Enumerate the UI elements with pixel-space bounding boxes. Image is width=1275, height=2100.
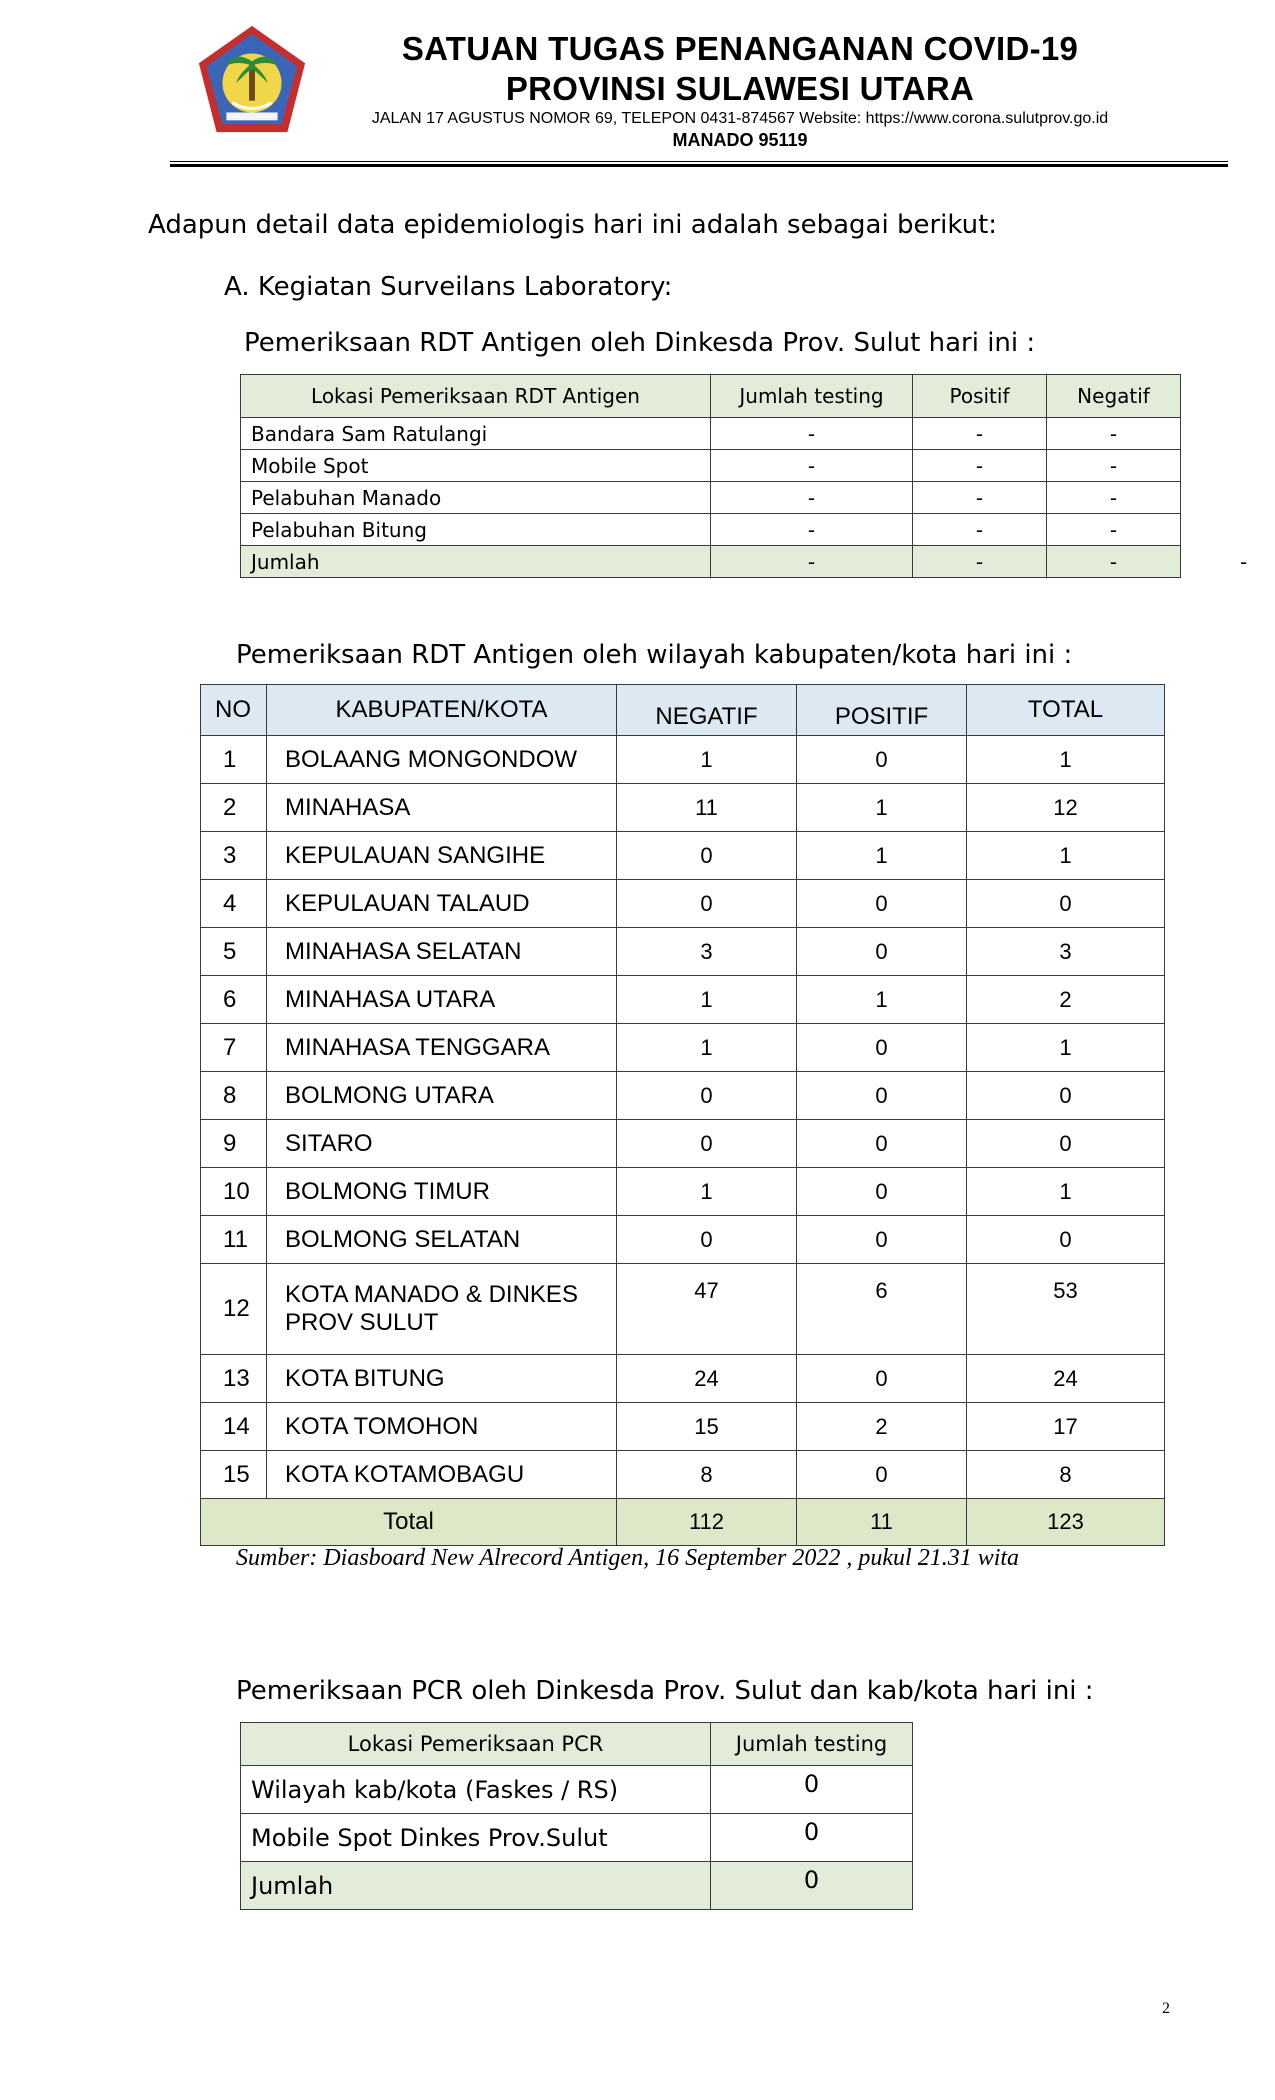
total-cell: 1: [967, 1168, 1165, 1216]
negatif-cell: 24: [617, 1355, 797, 1403]
table-row: [241, 1814, 913, 1862]
rdt-wilayah-heading: Pemeriksaan RDT Antigen oleh wilayah kabupaten/kota hari ini :: [236, 640, 1073, 670]
table-row: [201, 928, 1165, 976]
table-total-row: [241, 1862, 913, 1910]
value-cell: -: [913, 482, 1047, 514]
total-label-cell: Jumlah: [241, 1862, 711, 1910]
value-cell: -: [1047, 546, 1181, 578]
total-cell: 1: [967, 1024, 1165, 1072]
location-cell: Pelabuhan Bitung: [241, 514, 711, 546]
positif-cell: 0: [797, 1451, 967, 1499]
row-number-cell: 11: [201, 1216, 267, 1264]
table-row: [241, 514, 1181, 546]
row-number-cell: 1: [201, 736, 267, 784]
header-rule: [170, 164, 1228, 167]
total-cell: 53: [967, 1264, 1165, 1355]
total-cell: 8: [967, 1451, 1165, 1499]
total-negatif-cell: 112: [617, 1499, 797, 1546]
positif-cell: 1: [797, 784, 967, 832]
total-label-cell: Jumlah: [241, 546, 711, 578]
region-name-cell: BOLAANG MONGONDOW: [267, 736, 617, 784]
region-name-cell: MINAHASA: [267, 784, 617, 832]
table-row: [241, 450, 1181, 482]
negatif-cell: 15: [617, 1403, 797, 1451]
row-number-cell: 14: [201, 1403, 267, 1451]
column-header: Lokasi Pemeriksaan PCR: [241, 1723, 711, 1766]
region-name-cell: KOTA BITUNG: [267, 1355, 617, 1403]
negatif-cell: 1: [617, 976, 797, 1024]
positif-cell: 2: [797, 1403, 967, 1451]
positif-cell: 0: [797, 880, 967, 928]
table-row: [201, 832, 1165, 880]
table-row: [201, 1120, 1165, 1168]
table-row: [201, 736, 1165, 784]
pcr-table: [240, 1722, 913, 1910]
negatif-cell: 0: [617, 880, 797, 928]
value-cell: -: [913, 514, 1047, 546]
value-cell: -: [1047, 450, 1181, 482]
value-cell: -: [913, 450, 1047, 482]
column-header: NO: [201, 685, 267, 736]
negatif-cell: 11: [617, 784, 797, 832]
table-row: [241, 482, 1181, 514]
negatif-cell: 0: [617, 1072, 797, 1120]
negatif-cell: 0: [617, 832, 797, 880]
row-number-cell: 9: [201, 1120, 267, 1168]
total-cell: 12: [967, 784, 1165, 832]
column-header: Jumlah testing: [711, 1723, 913, 1766]
region-name-cell: BOLMONG SELATAN: [267, 1216, 617, 1264]
total-cell: 0: [967, 880, 1165, 928]
column-header: POSITIF: [797, 685, 967, 736]
rdt-dinkes-heading: Pemeriksaan RDT Antigen oleh Dinkesda Prov. Sulut hari ini :: [244, 328, 1036, 358]
table-row: [201, 1072, 1165, 1120]
negatif-cell: 1: [617, 736, 797, 784]
positif-cell: 1: [797, 976, 967, 1024]
org-title-line1: SATUAN TUGAS PENANGANAN COVID-19: [401, 30, 1079, 67]
page-number: 2: [1162, 2000, 1170, 2017]
region-name-cell: MINAHASA TENGGARA: [267, 1024, 617, 1072]
table-row: [201, 1168, 1165, 1216]
org-address: JALAN 17 AGUSTUS NOMOR 69, TELEPON 0431-874567 Website: https://www.corona.sulutprov.go.id: [371, 110, 1109, 127]
rdt-wilayah-table: [200, 684, 1165, 1546]
section-a-heading: A. Kegiatan Surveilans Laboratory:: [224, 272, 673, 302]
value-cell: -: [913, 546, 1047, 578]
region-name-cell: KOTA KOTAMOBAGU: [267, 1451, 617, 1499]
table-row: [201, 976, 1165, 1024]
table-row: [201, 1355, 1165, 1403]
org-title-line2: PROVINSI SULAWESI UTARA: [505, 70, 975, 107]
negatif-cell: 3: [617, 928, 797, 976]
column-header: Positif: [913, 375, 1047, 418]
value-cell: -: [1047, 514, 1181, 546]
rdt-dinkes-table: [240, 374, 1181, 578]
column-header: Negatif: [1047, 375, 1181, 418]
region-name-cell: KEPULAUAN TALAUD: [267, 880, 617, 928]
table-row: [201, 1451, 1165, 1499]
total-total-cell: 123: [967, 1499, 1165, 1546]
value-cell: 0: [711, 1862, 913, 1910]
total-cell: 17: [967, 1403, 1165, 1451]
region-name-cell: BOLMONG TIMUR: [267, 1168, 617, 1216]
intro-text: Adapun detail data epidemiologis hari ini adalah sebagai berikut:: [148, 210, 998, 240]
total-cell: 0: [967, 1120, 1165, 1168]
positif-cell: 0: [797, 1072, 967, 1120]
row-number-cell: 2: [201, 784, 267, 832]
table-header-row: [241, 375, 1181, 418]
value-cell: -: [711, 482, 913, 514]
header-rule-thin: [170, 161, 1228, 162]
row-number-cell: 15: [201, 1451, 267, 1499]
region-name-cell: MINAHASA SELATAN: [267, 928, 617, 976]
positif-cell: 1: [797, 832, 967, 880]
row-number-cell: 7: [201, 1024, 267, 1072]
value-cell: -: [1047, 418, 1181, 450]
negatif-cell: 1: [617, 1024, 797, 1072]
value-cell: -: [711, 546, 913, 578]
table-row: [201, 1403, 1165, 1451]
total-cell: 1: [967, 832, 1165, 880]
table-row: [201, 1264, 1165, 1355]
negatif-cell: 0: [617, 1120, 797, 1168]
table-total-row: [201, 1499, 1165, 1546]
region-name-cell: BOLMONG UTARA: [267, 1072, 617, 1120]
positif-cell: 0: [797, 1216, 967, 1264]
location-cell: Pelabuhan Manado: [241, 482, 711, 514]
row-number-cell: 8: [201, 1072, 267, 1120]
value-cell: 0: [711, 1766, 913, 1814]
total-cell: 24: [967, 1355, 1165, 1403]
table-total-row: [241, 546, 1181, 578]
positif-cell: 0: [797, 1355, 967, 1403]
org-city: MANADO 95119: [672, 130, 808, 150]
value-cell: 0: [711, 1814, 913, 1862]
negatif-cell: 8: [617, 1451, 797, 1499]
region-name-cell: MINAHASA UTARA: [267, 976, 617, 1024]
value-cell: -: [711, 418, 913, 450]
region-name-cell: KOTA MANADO & DINKES PROV SULUT: [267, 1264, 617, 1355]
pcr-heading: Pemeriksaan PCR oleh Dinkesda Prov. Sulut dan kab/kota hari ini :: [236, 1676, 1094, 1706]
table-row: [201, 1216, 1165, 1264]
table-row: [241, 418, 1181, 450]
total-cell: 3: [967, 928, 1165, 976]
row-number-cell: 13: [201, 1355, 267, 1403]
row-number-cell: 12: [201, 1264, 267, 1355]
positif-cell: 0: [797, 1168, 967, 1216]
positif-cell: 0: [797, 1024, 967, 1072]
total-cell: 0: [967, 1072, 1165, 1120]
column-header: Jumlah testing: [711, 375, 913, 418]
total-cell: 1: [967, 736, 1165, 784]
column-header: KABUPATEN/KOTA: [267, 685, 617, 736]
location-cell: Bandara Sam Ratulangi: [241, 418, 711, 450]
positif-cell: 6: [797, 1264, 967, 1355]
source-note: Sumber: Diasboard New Alrecord Antigen, 16 September 2022 , pukul 21.31 wita: [236, 1545, 1020, 1571]
region-name-cell: KOTA TOMOHON: [267, 1403, 617, 1451]
table-header-row: [241, 1723, 913, 1766]
value-cell: -: [913, 418, 1047, 450]
location-cell: Mobile Spot Dinkes Prov.Sulut: [241, 1814, 711, 1862]
positif-cell: 0: [797, 928, 967, 976]
total-positif-cell: 11: [797, 1499, 967, 1546]
row-number-cell: 10: [201, 1168, 267, 1216]
sulawesi-utara-coat-of-arms-icon: [193, 22, 311, 140]
value-cell: -: [1047, 482, 1181, 514]
region-name-cell: SITARO: [267, 1120, 617, 1168]
column-header: Lokasi Pemeriksaan RDT Antigen: [241, 375, 711, 418]
table-row: [201, 784, 1165, 832]
total-cell: 2: [967, 976, 1165, 1024]
column-header: TOTAL: [967, 685, 1165, 736]
value-cell: -: [711, 450, 913, 482]
negatif-cell: 1: [617, 1168, 797, 1216]
row-number-cell: 5: [201, 928, 267, 976]
row-number-cell: 6: [201, 976, 267, 1024]
stray-dash-mark: -: [1240, 550, 1248, 574]
negatif-cell: 47: [617, 1264, 797, 1355]
table-row: [201, 880, 1165, 928]
column-header: NEGATIF: [617, 685, 797, 736]
value-cell: -: [711, 514, 913, 546]
negatif-cell: 0: [617, 1216, 797, 1264]
positif-cell: 0: [797, 1120, 967, 1168]
table-header-row: [201, 685, 1165, 736]
location-cell: Mobile Spot: [241, 450, 711, 482]
positif-cell: 0: [797, 736, 967, 784]
location-cell: Wilayah kab/kota (Faskes / RS): [241, 1766, 711, 1814]
row-number-cell: 4: [201, 880, 267, 928]
total-label-cell: Total: [201, 1499, 617, 1546]
table-row: [241, 1766, 913, 1814]
table-row: [201, 1024, 1165, 1072]
region-name-cell: KEPULAUAN SANGIHE: [267, 832, 617, 880]
row-number-cell: 3: [201, 832, 267, 880]
total-cell: 0: [967, 1216, 1165, 1264]
